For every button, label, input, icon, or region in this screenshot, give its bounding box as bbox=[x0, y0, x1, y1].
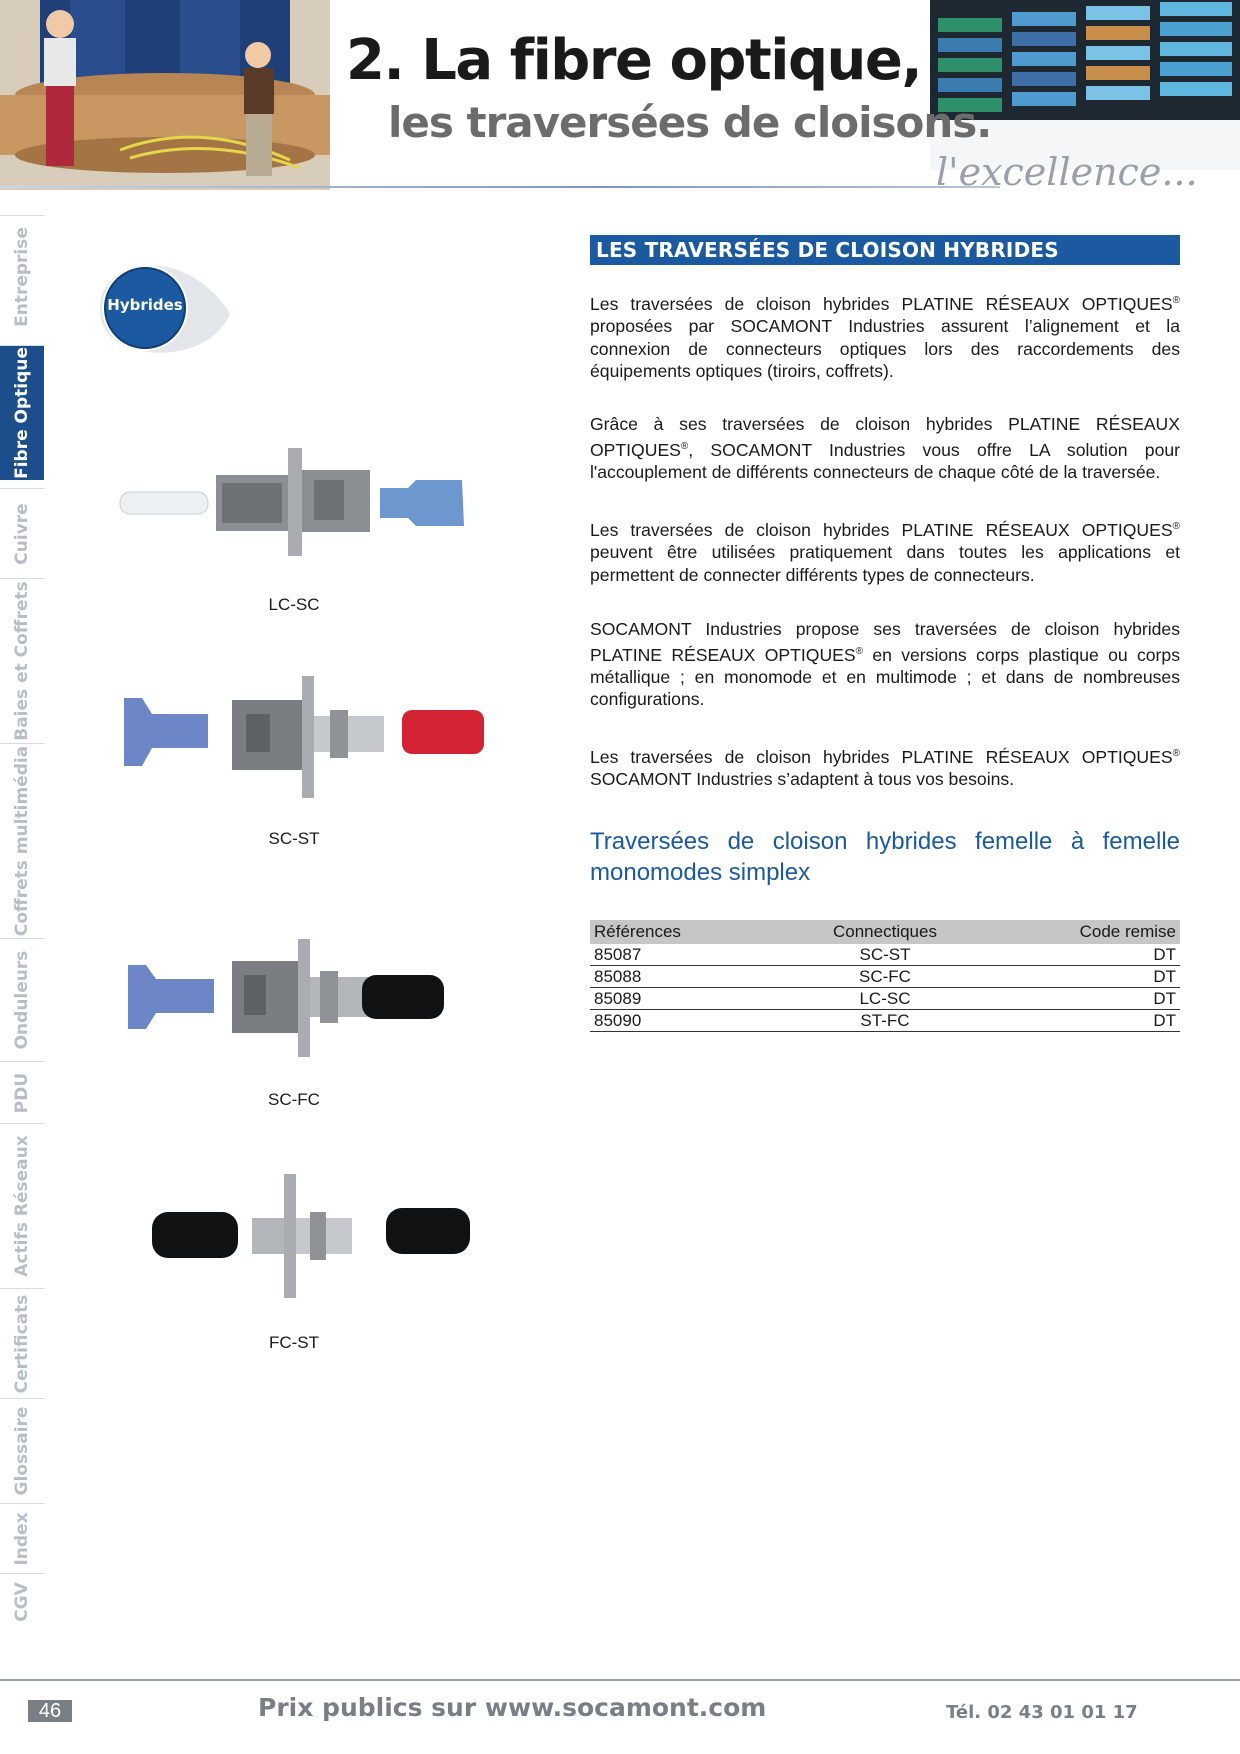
footer-phone: Tél. 02 43 01 01 17 bbox=[946, 1702, 1138, 1723]
hybrides-badge bbox=[98, 262, 232, 356]
tab-index[interactable]: Index bbox=[0, 1503, 46, 1573]
product-image-sc-st bbox=[120, 670, 490, 800]
tab-certificats[interactable]: Certificats bbox=[0, 1288, 46, 1398]
table-row bbox=[590, 1010, 1180, 1032]
tab-entreprise[interactable]: Entreprise bbox=[0, 215, 46, 337]
tab-cgv[interactable]: CGV bbox=[0, 1573, 46, 1630]
paragraph-3: Les traversées de cloison hybrides PLATINE RÉSEAUX OPTIQUES® peuvent être utilisées pratiquement dans toutes les applications et permettent de connecter différents types de connecteurs. bbox=[590, 519, 1180, 585]
section-tabs bbox=[0, 215, 48, 1630]
reference-cell: 85089 bbox=[590, 988, 785, 1010]
column-header-references: Références bbox=[590, 920, 785, 944]
page-number: 46 bbox=[28, 1700, 72, 1722]
page-subtitle: les traversées de cloisons. bbox=[388, 98, 992, 147]
paragraph-1: Les traversées de cloison hybrides PLATINE RÉSEAUX OPTIQUES® proposées par SOCAMONT Industries assurent l’alignement et la connexion de connecteurs optiques lors des raccordements des équipements optiques (tiroirs, coffrets). bbox=[590, 293, 1180, 382]
header-divider bbox=[0, 186, 1000, 188]
tab-onduleurs[interactable]: Onduleurs bbox=[0, 938, 46, 1061]
product-label-sc-fc: SC-FC bbox=[268, 1090, 320, 1109]
connectique-cell: SC-FC bbox=[785, 966, 986, 988]
column-header-connectiques: Connectiques bbox=[785, 920, 986, 944]
brand-tagline: l'excellence... bbox=[936, 150, 1198, 194]
tab-cuivre[interactable]: Cuivre bbox=[0, 488, 46, 578]
code-remise-cell: DT bbox=[985, 1010, 1180, 1032]
hybrides-badge-label: Hybrides bbox=[107, 296, 183, 314]
reference-cell: 85087 bbox=[590, 944, 785, 966]
tab-glossaire[interactable]: Glossaire bbox=[0, 1398, 46, 1503]
table-header-row bbox=[590, 920, 1180, 944]
table-row bbox=[590, 944, 1180, 966]
tab-actifs-reseaux[interactable]: Actifs Réseaux bbox=[0, 1123, 46, 1288]
tab-fibre-optique[interactable]: Fibre Optique bbox=[0, 345, 46, 480]
code-remise-cell: DT bbox=[985, 966, 1180, 988]
connectique-cell: SC-ST bbox=[785, 944, 986, 966]
footer-divider bbox=[0, 1679, 1240, 1681]
page-title: 2. La fibre optique, bbox=[346, 28, 922, 93]
connectique-cell: ST-FC bbox=[785, 1010, 986, 1032]
paragraph-2: Grâce à ses traversées de cloison hybrides PLATINE RÉSEAUX OPTIQUES®, SOCAMONT Industries vous offre LA solution pour l'accouplement de différents connecteurs de chaque côté de la traversée. bbox=[590, 414, 1180, 482]
table-row bbox=[590, 966, 1180, 988]
tab-baies-et-coffrets[interactable]: Baies et Coffrets bbox=[0, 578, 46, 743]
product-label-lc-sc: LC-SC bbox=[268, 595, 320, 614]
footer-website-link[interactable]: Prix publics sur www.socamont.com bbox=[258, 1693, 767, 1722]
paragraph-5: Les traversées de cloison hybrides PLATINE RÉSEAUX OPTIQUES® SOCAMONT Industries s’adaptent à tous vos besoins. bbox=[590, 746, 1180, 790]
product-image-sc-fc bbox=[124, 935, 454, 1060]
page-header bbox=[0, 0, 1240, 200]
product-image-lc-sc bbox=[118, 440, 478, 560]
tab-pdu[interactable]: PDU bbox=[0, 1061, 46, 1123]
table-row bbox=[590, 988, 1180, 1010]
code-remise-cell: DT bbox=[985, 944, 1180, 966]
tab-coffrets-multimedia[interactable]: Coffrets multimédia bbox=[0, 743, 46, 938]
product-range-heading: Traversées de cloison hybrides femelle à femelle monomodes simplex bbox=[590, 828, 1180, 886]
paragraph-4: SOCAMONT Industries propose ses traversées de cloison hybrides PLATINE RÉSEAUX OPTIQUES® en versions corps plastique ou corps métallique ; en monomode et en multimode ; et dans de nombreuses configurations. bbox=[590, 619, 1181, 710]
code-remise-cell: DT bbox=[985, 988, 1180, 1010]
product-image-fc-st bbox=[150, 1170, 480, 1300]
product-label-sc-st: SC-ST bbox=[268, 829, 320, 848]
section-title: LES TRAVERSÉES DE CLOISON HYBRIDES bbox=[590, 235, 1180, 265]
header-photo-children-cable-reels bbox=[0, 0, 330, 190]
connectique-cell: LC-SC bbox=[785, 988, 986, 1010]
reference-cell: 85090 bbox=[590, 1010, 785, 1032]
reference-cell: 85088 bbox=[590, 966, 785, 988]
references-table bbox=[590, 920, 1180, 1032]
product-label-fc-st: FC-ST bbox=[268, 1333, 320, 1352]
column-header-code-remise: Code remise bbox=[985, 920, 1180, 944]
